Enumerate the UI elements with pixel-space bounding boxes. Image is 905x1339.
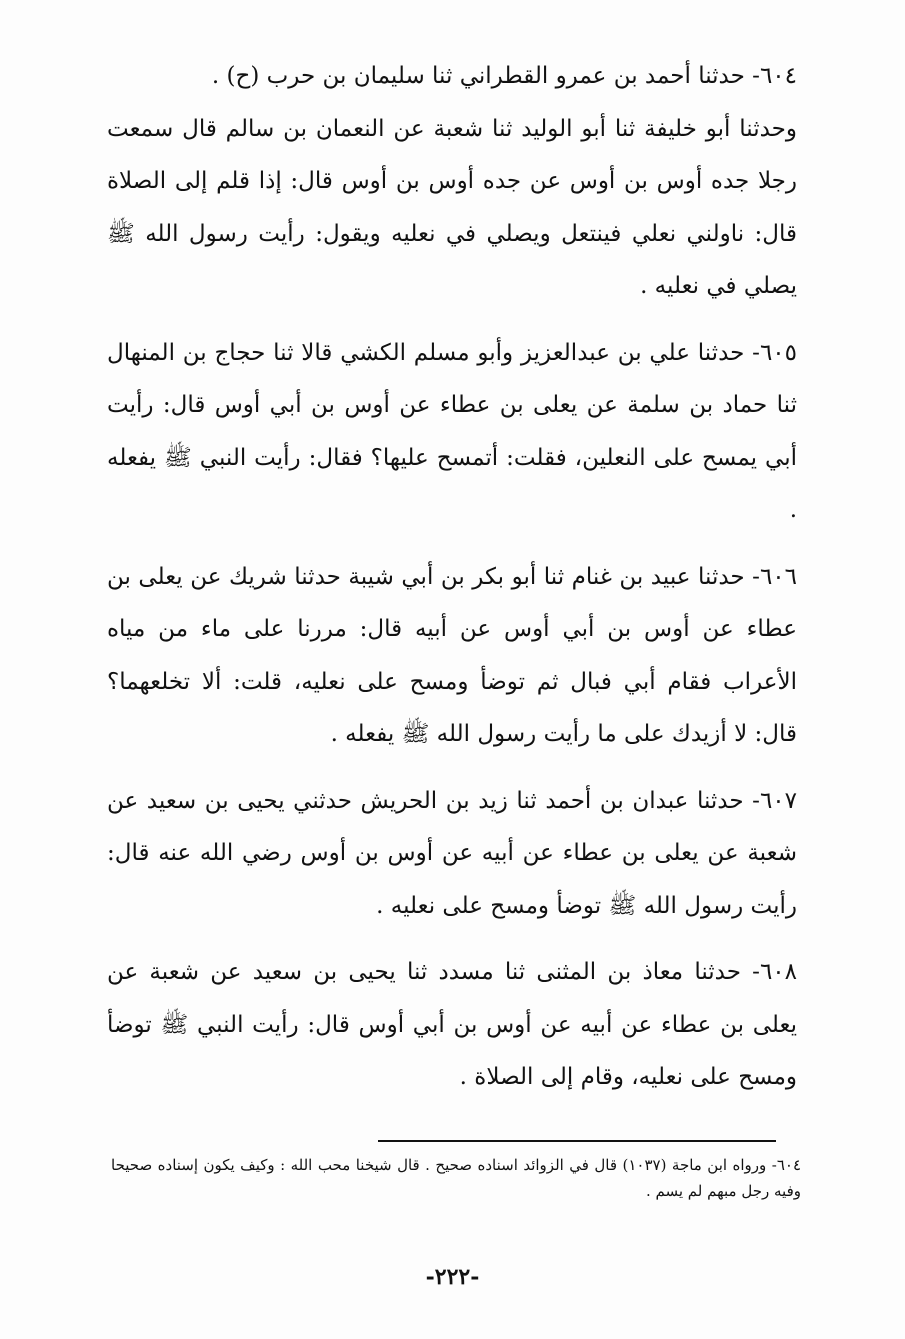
- hadith-608-text: ٦٠٨- حدثنا معاذ بن المثنى ثنا مسدد ثنا يحيى بن سعيد عن شعبة عن يعلى بن عطاء عن أبيه عن أوس بن أبي أوس قال: رأيت النبي ﷺ توضأ ومسح على نعليه، وقام إلى الصلاة .: [107, 959, 797, 1090]
- main-text: [107, 50, 797, 1104]
- footnote-divider: [378, 1140, 776, 1142]
- page-number: -٢٢٢-: [425, 1264, 480, 1290]
- hadith-604-text: وحدثنا أبو خليفة ثنا أبو الوليد ثنا شعبة عن النعمان بن سالم قال سمعت رجلا جده أوس بن أوس عن جده أوس بن أوس قال: إذا قلم إلى الصلاة قال: ناولني نعلي فينتعل ويصلي في نعليه ويقول: رأيت رسول الله ﷺ يصلي في نعليه .: [107, 115, 797, 299]
- hadith-605-text: ٦٠٥- حدثنا علي بن عبدالعزيز وأبو مسلم الكشي قالا ثنا حجاج بن المنهال ثنا حماد بن سلمة عن يعلى بن عطاء عن أوس بن أبي أوس قال: رأيت أبي يمسح على النعلين، فقلت: أتمسح عليها؟ فقال: رأيت النبي ﷺ يفعله .: [107, 339, 797, 523]
- footnote: ٦٠٤- ورواه ابن ماجة (١٠٣٧) قال في الزوائد اسناده صحيح . قال شيخنا محب الله : وكيف يكون إسناده صحيحا وفيه رجل مبهم لم يسم .: [111, 1156, 801, 1200]
- hadith-604-heading: ٦٠٤- حدثنا أحمد بن عمرو القطراني ثنا سليمان بن حرب (ح) .: [211, 63, 797, 89]
- hadith-607-text: ٦٠٧- حدثنا عبدان بن أحمد ثنا زيد بن الحريش حدثني يحيى بن سعيد عن شعبة عن يعلى بن عطاء عن أبيه عن أوس بن أوس رضي الله عنه قال: رأيت رسول الله ﷺ توضأ ومسح على نعليه .: [107, 787, 797, 919]
- hadith-606-text: ٦٠٦- حدثنا عبيد بن غنام ثنا أبو بكر بن أبي شيبة حدثنا شريك عن يعلى بن عطاء عن أوس بن أبي أوس عن أبيه قال: مررنا على ماء من مياه الأعراب فقام أبي فبال ثم توضأ ومسح على نعليه، قلت: ألا تخلعهما؟ قال: لا أزيدك على ما رأيت رسول الله ﷺ يفعله .: [107, 563, 797, 747]
